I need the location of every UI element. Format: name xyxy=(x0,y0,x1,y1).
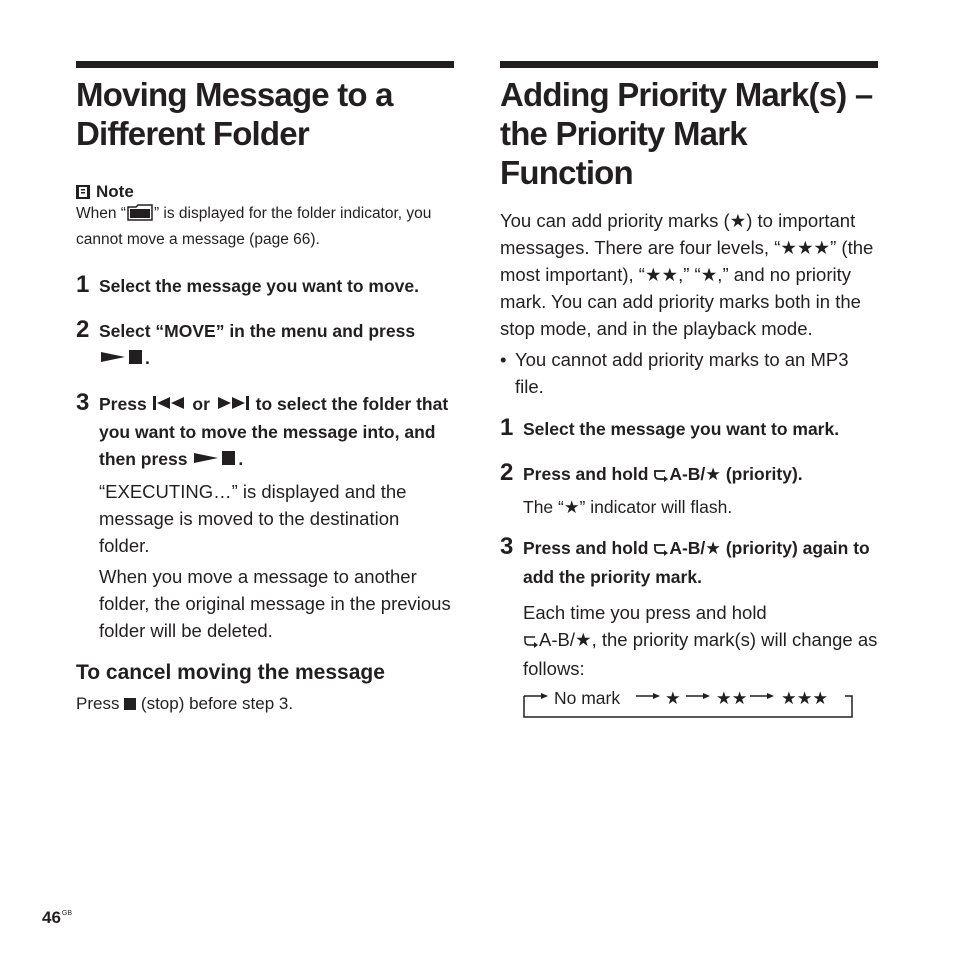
page-number-value: 46 xyxy=(42,908,61,927)
play-stop-icon xyxy=(192,447,238,474)
step-3-result xyxy=(500,599,878,682)
step-number: 2 xyxy=(76,316,90,343)
step-number: 3 xyxy=(500,533,514,560)
play-stop-icon xyxy=(99,346,145,373)
note-heading xyxy=(76,181,454,202)
step-2-result: The “★” indicator will flash. xyxy=(523,497,733,517)
step-text-part: Press and hold xyxy=(523,538,654,558)
section-title: Moving Message to a Different Folder xyxy=(76,76,393,152)
folder-icon xyxy=(127,204,153,228)
step-text-part: to select the folder that you want to move the message into, and then press xyxy=(99,394,449,469)
step-text-part: . xyxy=(145,348,150,368)
step-number: 2 xyxy=(500,459,514,486)
page-region: GB xyxy=(61,910,73,917)
step-text xyxy=(523,535,878,591)
stop-icon xyxy=(124,698,136,710)
section-rule xyxy=(500,61,878,68)
step-1 xyxy=(500,416,878,443)
flow-one-star: ★ xyxy=(665,688,681,708)
note-icon xyxy=(76,185,90,199)
step-text: Select the message you want to mark. xyxy=(523,419,840,439)
step-number: 1 xyxy=(500,414,514,441)
step-text-part: Press and hold xyxy=(523,464,654,484)
page-number xyxy=(42,908,72,928)
step-3-result-part: Each time you press and hold xyxy=(523,602,767,623)
priority-cycle-diagram xyxy=(523,688,853,718)
repeat-icon xyxy=(653,463,669,490)
cancel-text-part: Press xyxy=(76,694,125,713)
step-3 xyxy=(500,535,878,591)
step-2 xyxy=(500,461,878,490)
intro-paragraph: You can add priority marks (★) to important messages. There are four levels, “★★★” (the most important), “★★,” “★,” and no priority mark. You can add priority marks both in the stop mode, and in the playback mode. xyxy=(500,210,874,339)
step-number: 3 xyxy=(76,389,90,416)
cancel-text xyxy=(76,692,454,716)
step-text-part: Select “MOVE” in the menu and press xyxy=(99,321,416,341)
note-text-part: When “ xyxy=(76,205,126,222)
step-text xyxy=(99,391,454,474)
next-track-icon xyxy=(215,392,251,419)
flow-two-stars: ★★ xyxy=(716,688,748,708)
step-text: Select the message you want to move. xyxy=(99,276,419,296)
bullet-item xyxy=(500,346,878,400)
flow-three-stars: ★★★ xyxy=(781,688,829,708)
step-text xyxy=(523,461,878,490)
step-text xyxy=(99,318,454,373)
step-2 xyxy=(76,318,454,373)
step-text-part: . xyxy=(238,449,244,469)
section-title: Adding Priority Mark(s) – the Priority Mark Function xyxy=(500,76,873,191)
step-text-part: A-B/★ (priority). xyxy=(669,464,803,484)
repeat-icon xyxy=(653,537,669,564)
step-text-part: A-B/★ (priority) again to add the priority mark. xyxy=(523,538,870,587)
step-1 xyxy=(76,273,454,300)
section-rule xyxy=(76,61,454,68)
step-text-part: Press xyxy=(99,394,152,414)
cancel-text-part: (stop) before step 3. xyxy=(136,694,294,713)
previous-track-icon xyxy=(152,392,188,419)
step-number: 1 xyxy=(76,271,90,298)
repeat-icon xyxy=(523,628,539,655)
bullet-text: You cannot add priority marks to an MP3 file. xyxy=(515,349,849,397)
left-column xyxy=(76,61,454,716)
flow-no-mark: No mark xyxy=(554,688,621,708)
step-text-part: or xyxy=(187,394,215,414)
step-3-result: “EXECUTING…” is displayed and the message is moved to the destination folder. xyxy=(99,481,407,556)
bullet-dot: • xyxy=(500,349,507,370)
step-3-result-part: A-B/★, the priority mark(s) will change as follows: xyxy=(523,629,878,679)
right-column xyxy=(500,61,878,718)
note-label: Note xyxy=(96,182,134,201)
cancel-heading: To cancel moving the message xyxy=(76,661,385,684)
note-text-part: ” is displayed for the folder indicator, you cannot move a message (page 66). xyxy=(76,205,432,248)
step-3-note: When you move a message to another folder, the original message in the previous folder will be deleted. xyxy=(99,566,451,641)
step-3 xyxy=(76,391,454,474)
note-text xyxy=(76,202,454,251)
